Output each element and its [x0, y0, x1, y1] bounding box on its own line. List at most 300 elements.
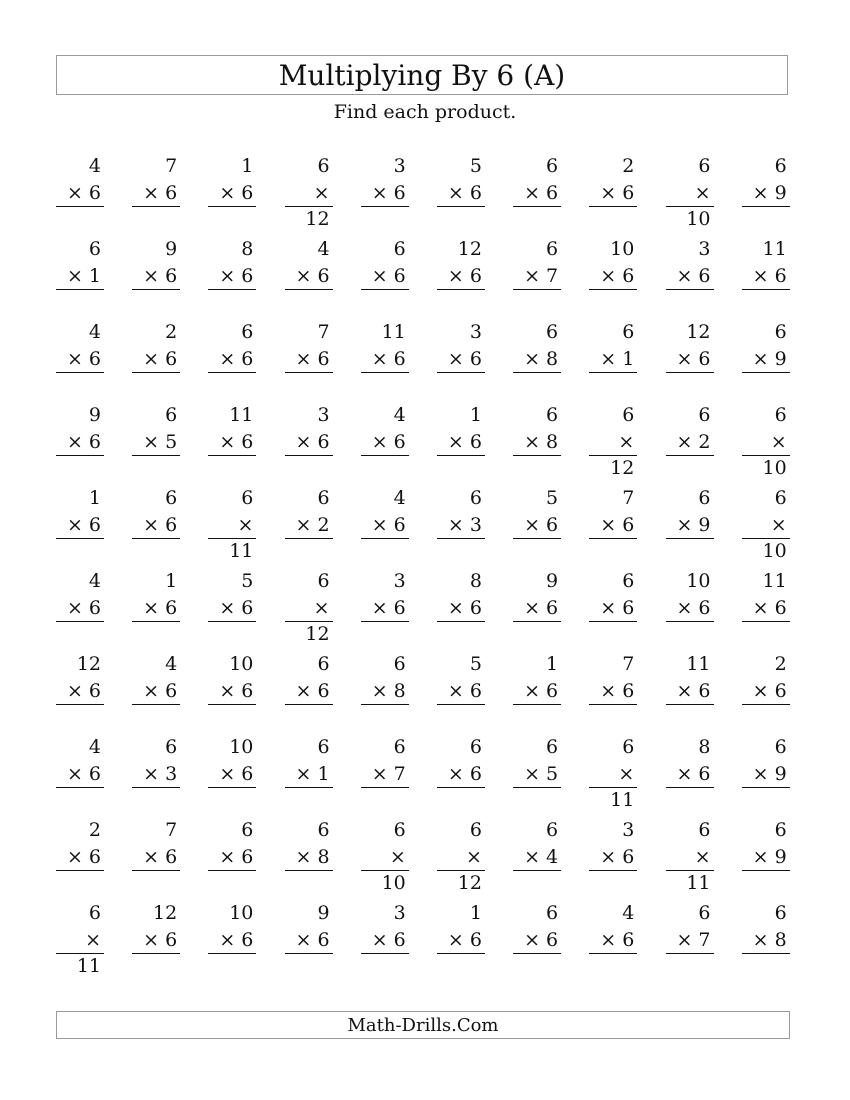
- multiplication-problem: [437, 152, 485, 210]
- problem-multiplier: × 8: [361, 678, 409, 705]
- multiplication-problem: [361, 650, 409, 708]
- problem-multiplier: × 11: [589, 761, 637, 788]
- multiplication-problem: [589, 152, 637, 210]
- problem-multiplicand: 6: [622, 404, 635, 426]
- problem-multiplicand: 11: [686, 653, 711, 675]
- multiplication-problem: [208, 733, 256, 791]
- problem-multiplier: × 8: [513, 429, 561, 456]
- problem-multiplier: × 9: [742, 761, 790, 788]
- problem-multiplier: × 6: [132, 844, 180, 871]
- multiplication-problem: [361, 567, 409, 625]
- multiplication-problem: [285, 650, 333, 708]
- multiplication-problem: [742, 235, 790, 293]
- problem-multiplier: × 6: [437, 429, 485, 456]
- problem-multiplier: × 6: [361, 595, 409, 622]
- problem-multiplier: × 11: [666, 844, 714, 871]
- problem-multiplier: × 12: [285, 595, 333, 622]
- problem-multiplier: × 1: [589, 346, 637, 373]
- problem-multiplicand: 1: [546, 653, 559, 675]
- problem-multiplier: × 6: [285, 927, 333, 954]
- problem-multiplicand: 6: [774, 819, 787, 841]
- problem-multiplicand: 7: [622, 653, 635, 675]
- problem-multiplier: × 6: [666, 678, 714, 705]
- multiplication-problem: [437, 318, 485, 376]
- multiplication-problem: [56, 152, 104, 210]
- problem-multiplier: × 6: [208, 346, 256, 373]
- problem-multiplicand: 10: [686, 570, 711, 592]
- problem-multiplicand: 11: [229, 404, 254, 426]
- problem-multiplier: × 6: [56, 346, 104, 373]
- problem-multiplier: × 6: [437, 346, 485, 373]
- problem-multiplier: × 6: [285, 263, 333, 290]
- footer-site-name: Math-Drills.Com: [56, 1011, 790, 1039]
- multiplication-problem: [666, 650, 714, 708]
- problem-multiplier: × 6: [666, 263, 714, 290]
- problem-multiplier: × 1: [56, 263, 104, 290]
- multiplication-problem: [437, 733, 485, 791]
- problem-multiplicand: 6: [698, 819, 711, 841]
- problem-multiplicand: 6: [546, 155, 559, 177]
- problem-multiplicand: 6: [622, 321, 635, 343]
- multiplication-problem: [513, 899, 561, 957]
- multiplication-problem: [285, 235, 333, 293]
- problem-multiplier: × 12: [437, 844, 485, 871]
- multiplication-problem: [361, 235, 409, 293]
- problem-multiplicand: 6: [88, 902, 101, 924]
- problem-multiplicand: 7: [317, 321, 330, 343]
- problem-multiplier: × 5: [132, 429, 180, 456]
- problem-multiplicand: 1: [241, 155, 254, 177]
- problem-multiplier: × 6: [513, 595, 561, 622]
- multiplication-problem: [361, 484, 409, 542]
- problem-multiplier: × 11: [56, 927, 104, 954]
- multiplication-problem: [742, 733, 790, 791]
- problem-multiplier: × 6: [208, 844, 256, 871]
- multiplication-problem: [513, 567, 561, 625]
- multiplication-problem: [666, 899, 714, 957]
- problem-multiplicand: 9: [317, 902, 330, 924]
- problem-multiplier: × 9: [742, 844, 790, 871]
- multiplication-problem: [56, 733, 104, 791]
- multiplication-problem: [56, 484, 104, 542]
- problem-multiplicand: 11: [381, 321, 406, 343]
- multiplication-problem: [361, 816, 409, 894]
- multiplication-problem: [742, 899, 790, 957]
- problem-multiplicand: 4: [165, 653, 178, 675]
- problem-multiplier: × 1: [285, 761, 333, 788]
- problem-multiplicand: 10: [229, 902, 254, 924]
- multiplication-problem: [56, 816, 104, 874]
- problem-multiplicand: 6: [774, 321, 787, 343]
- problem-multiplier: × 5: [513, 761, 561, 788]
- multiplication-problem: [285, 484, 333, 542]
- problem-multiplier: × 6: [285, 346, 333, 373]
- problem-multiplier: × 6: [666, 346, 714, 373]
- problem-multiplier: × 6: [513, 927, 561, 954]
- problem-multiplier: × 11: [208, 512, 256, 539]
- multiplication-problem: [285, 733, 333, 791]
- problem-multiplier: × 6: [666, 761, 714, 788]
- problem-multiplier: × 10: [742, 429, 790, 456]
- problem-multiplicand: 4: [317, 238, 330, 260]
- problem-multiplicand: 6: [241, 321, 254, 343]
- multiplication-problem: [666, 235, 714, 293]
- problem-multiplicand: 3: [393, 902, 406, 924]
- problem-multiplicand: 6: [317, 736, 330, 758]
- problem-multiplier: × 7: [361, 761, 409, 788]
- problem-multiplier: × 6: [132, 678, 180, 705]
- problem-multiplicand: 1: [165, 570, 178, 592]
- multiplication-problem: [208, 235, 256, 293]
- problem-multiplicand: 6: [698, 487, 711, 509]
- problem-multiplier: × 8: [742, 927, 790, 954]
- problem-multiplicand: 12: [76, 653, 101, 675]
- problem-multiplier: × 6: [589, 595, 637, 622]
- problem-multiplicand: 6: [393, 819, 406, 841]
- multiplication-problem: [56, 899, 104, 977]
- multiplication-problem: [361, 733, 409, 791]
- problem-multiplier: × 6: [361, 180, 409, 207]
- worksheet-title: Multiplying By 6 (A): [56, 55, 788, 95]
- problem-multiplicand: 6: [546, 902, 559, 924]
- problem-multiplier: × 6: [132, 927, 180, 954]
- multiplication-problem: [208, 816, 256, 874]
- problem-multiplier: × 6: [361, 346, 409, 373]
- multiplication-problem: [589, 567, 637, 625]
- problem-multiplicand: 6: [698, 155, 711, 177]
- multiplication-problem: [132, 401, 180, 459]
- multiplication-problem: [132, 318, 180, 376]
- problem-multiplicand: 4: [393, 487, 406, 509]
- problem-multiplier: × 6: [132, 595, 180, 622]
- problem-multiplicand: 6: [469, 487, 482, 509]
- multiplication-problem: [361, 899, 409, 957]
- problem-multiplicand: 6: [774, 736, 787, 758]
- problem-multiplicand: 12: [457, 238, 482, 260]
- problem-multiplicand: 6: [393, 238, 406, 260]
- problem-multiplicand: 6: [622, 570, 635, 592]
- problem-multiplier: × 9: [742, 346, 790, 373]
- problem-multiplicand: 1: [469, 404, 482, 426]
- problem-multiplicand: 9: [546, 570, 559, 592]
- problem-multiplier: × 6: [285, 429, 333, 456]
- multiplication-problem: [56, 650, 104, 708]
- problem-multiplier: × 6: [208, 263, 256, 290]
- multiplication-problem: [513, 816, 561, 874]
- problem-multiplicand: 6: [546, 736, 559, 758]
- multiplication-problem: [589, 318, 637, 376]
- problem-multiplicand: 3: [393, 570, 406, 592]
- multiplication-problem: [589, 235, 637, 293]
- multiplication-problem: [132, 650, 180, 708]
- problem-multiplier: × 9: [666, 512, 714, 539]
- multiplication-problem: [132, 733, 180, 791]
- problem-multiplicand: 6: [317, 487, 330, 509]
- problem-multiplier: × 6: [589, 180, 637, 207]
- problem-multiplier: × 10: [742, 512, 790, 539]
- problem-multiplier: × 6: [285, 678, 333, 705]
- multiplication-problem: [589, 899, 637, 957]
- multiplication-problem: [437, 650, 485, 708]
- problem-multiplier: × 6: [132, 263, 180, 290]
- problem-multiplier: × 6: [589, 678, 637, 705]
- multiplication-problem: [589, 401, 637, 479]
- multiplication-problem: [132, 899, 180, 957]
- problem-multiplicand: 9: [165, 238, 178, 260]
- problem-multiplicand: 6: [317, 155, 330, 177]
- multiplication-problem: [589, 816, 637, 874]
- multiplication-problem: [513, 152, 561, 210]
- problem-multiplicand: 8: [698, 736, 711, 758]
- multiplication-problem: [56, 567, 104, 625]
- problem-multiplier: × 6: [742, 263, 790, 290]
- multiplication-problem: [437, 816, 485, 894]
- problem-multiplier: × 6: [208, 761, 256, 788]
- multiplication-problem: [285, 899, 333, 957]
- problem-multiplicand: 10: [229, 653, 254, 675]
- problem-multiplier: × 7: [513, 263, 561, 290]
- worksheet-instruction: Find each product.: [333, 101, 517, 123]
- multiplication-problem: [132, 152, 180, 210]
- problem-multiplier: × 6: [56, 678, 104, 705]
- multiplication-problem: [132, 816, 180, 874]
- problem-multiplier: × 6: [361, 429, 409, 456]
- problem-multiplicand: 6: [165, 404, 178, 426]
- problem-multiplicand: 6: [774, 155, 787, 177]
- multiplication-problem: [513, 235, 561, 293]
- problem-multiplicand: 6: [698, 902, 711, 924]
- multiplication-problem: [56, 318, 104, 376]
- problem-multiplier: × 3: [437, 512, 485, 539]
- problem-multiplicand: 9: [88, 404, 101, 426]
- multiplication-problem: [742, 650, 790, 708]
- problem-multiplicand: 6: [317, 819, 330, 841]
- problem-multiplicand: 11: [762, 238, 787, 260]
- problem-multiplicand: 4: [622, 902, 635, 924]
- problem-multiplier: × 6: [361, 927, 409, 954]
- problem-multiplicand: 6: [241, 487, 254, 509]
- multiplication-problem: [666, 816, 714, 894]
- problem-multiplier: × 6: [361, 512, 409, 539]
- problem-multiplicand: 3: [698, 238, 711, 260]
- multiplication-problem: [589, 484, 637, 542]
- problem-multiplicand: 2: [774, 653, 787, 675]
- multiplication-problem: [208, 650, 256, 708]
- multiplication-problem: [666, 318, 714, 376]
- problem-multiplicand: 6: [774, 902, 787, 924]
- problem-multiplicand: 5: [241, 570, 254, 592]
- problem-multiplier: × 8: [513, 346, 561, 373]
- problem-multiplicand: 4: [393, 404, 406, 426]
- problem-multiplier: × 6: [742, 595, 790, 622]
- problem-multiplicand: 6: [469, 736, 482, 758]
- problem-multiplicand: 12: [686, 321, 711, 343]
- multiplication-problem: [742, 318, 790, 376]
- problem-multiplier: × 6: [437, 595, 485, 622]
- problem-multiplicand: 6: [546, 238, 559, 260]
- problem-multiplier: × 9: [742, 180, 790, 207]
- multiplication-problem: [666, 401, 714, 459]
- problem-multiplicand: 7: [165, 155, 178, 177]
- problem-multiplier: × 6: [437, 678, 485, 705]
- problem-multiplicand: 3: [622, 819, 635, 841]
- multiplication-problem: [742, 484, 790, 562]
- multiplication-problem: [361, 318, 409, 376]
- multiplication-problem: [285, 401, 333, 459]
- multiplication-problem: [666, 484, 714, 542]
- multiplication-problem: [513, 650, 561, 708]
- multiplication-problem: [208, 567, 256, 625]
- multiplication-problem: [132, 567, 180, 625]
- multiplication-problem: [208, 318, 256, 376]
- problem-multiplier: × 7: [666, 927, 714, 954]
- problem-multiplicand: 6: [774, 487, 787, 509]
- problem-multiplicand: 4: [88, 155, 101, 177]
- problem-multiplicand: 6: [546, 321, 559, 343]
- problem-multiplier: × 6: [208, 678, 256, 705]
- multiplication-problem: [513, 318, 561, 376]
- multiplication-problem: [437, 484, 485, 542]
- problem-multiplicand: 5: [469, 155, 482, 177]
- problem-multiplier: × 6: [56, 180, 104, 207]
- problem-multiplier: × 6: [56, 595, 104, 622]
- multiplication-problem: [132, 484, 180, 542]
- problem-multiplicand: 11: [762, 570, 787, 592]
- problem-multiplier: × 6: [208, 595, 256, 622]
- problem-multiplicand: 6: [317, 570, 330, 592]
- multiplication-problem: [666, 733, 714, 791]
- multiplication-problem: [513, 484, 561, 542]
- problem-multiplicand: 4: [88, 570, 101, 592]
- problem-multiplicand: 10: [229, 736, 254, 758]
- problem-multiplicand: 6: [393, 653, 406, 675]
- problem-multiplicand: 6: [774, 404, 787, 426]
- problem-multiplicand: 3: [317, 404, 330, 426]
- problem-multiplicand: 6: [88, 238, 101, 260]
- multiplication-problem: [513, 733, 561, 791]
- multiplication-problem: [285, 318, 333, 376]
- problem-multiplier: × 6: [589, 512, 637, 539]
- problem-multiplicand: 10: [610, 238, 635, 260]
- problem-multiplier: × 4: [513, 844, 561, 871]
- problem-multiplier: × 6: [132, 512, 180, 539]
- problem-multiplicand: 3: [393, 155, 406, 177]
- problem-multiplicand: 8: [241, 238, 254, 260]
- problem-multiplier: × 6: [437, 761, 485, 788]
- problem-multiplier: × 2: [285, 512, 333, 539]
- multiplication-problem: [513, 401, 561, 459]
- multiplication-problem: [361, 152, 409, 210]
- problem-multiplier: × 12: [589, 429, 637, 456]
- problem-multiplicand: 6: [165, 736, 178, 758]
- problem-multiplier: × 6: [437, 263, 485, 290]
- multiplication-problem: [132, 235, 180, 293]
- problem-multiplicand: 6: [546, 404, 559, 426]
- problem-multiplicand: 6: [622, 736, 635, 758]
- multiplication-problem: [589, 733, 637, 811]
- multiplication-problem: [208, 899, 256, 957]
- problem-multiplier: × 6: [56, 429, 104, 456]
- problem-multiplier: × 6: [742, 678, 790, 705]
- problem-multiplier: × 6: [56, 844, 104, 871]
- problem-multiplier: × 6: [208, 180, 256, 207]
- multiplication-problem: [437, 401, 485, 459]
- problem-multiplicand: 6: [165, 487, 178, 509]
- problem-multiplicand: 12: [153, 902, 178, 924]
- problem-multiplicand: 1: [88, 487, 101, 509]
- problem-multiplier: × 6: [437, 180, 485, 207]
- multiplication-problem: [437, 235, 485, 293]
- problem-multiplicand: 1: [469, 902, 482, 924]
- problem-multiplicand: 6: [393, 736, 406, 758]
- problem-multiplicand: 6: [546, 819, 559, 841]
- problem-multiplier: × 6: [589, 927, 637, 954]
- problem-multiplicand: 5: [546, 487, 559, 509]
- multiplication-problem: [361, 401, 409, 459]
- problem-multiplicand: 4: [88, 736, 101, 758]
- multiplication-problem: [742, 816, 790, 874]
- multiplication-problem: [437, 899, 485, 957]
- problem-multiplicand: 7: [165, 819, 178, 841]
- multiplication-problem: [56, 401, 104, 459]
- multiplication-problem: [666, 567, 714, 625]
- problem-multiplier: × 6: [56, 512, 104, 539]
- problem-grid: [56, 152, 790, 977]
- problem-multiplicand: 2: [622, 155, 635, 177]
- multiplication-problem: [208, 401, 256, 459]
- problem-multiplicand: 2: [165, 321, 178, 343]
- problem-multiplier: × 6: [513, 678, 561, 705]
- problem-multiplicand: 7: [622, 487, 635, 509]
- multiplication-problem: [285, 567, 333, 645]
- problem-multiplier: × 10: [666, 180, 714, 207]
- problem-multiplier: × 6: [589, 844, 637, 871]
- problem-multiplier: × 6: [361, 263, 409, 290]
- problem-multiplier: × 6: [513, 180, 561, 207]
- multiplication-problem: [666, 152, 714, 230]
- problem-multiplicand: 6: [698, 404, 711, 426]
- multiplication-problem: [742, 401, 790, 479]
- multiplication-problem: [589, 650, 637, 708]
- problem-multiplicand: 4: [88, 321, 101, 343]
- problem-multiplier: × 2: [666, 429, 714, 456]
- multiplication-problem: [56, 235, 104, 293]
- problem-multiplier: × 6: [437, 927, 485, 954]
- multiplication-problem: [208, 484, 256, 562]
- problem-multiplicand: 2: [88, 819, 101, 841]
- problem-multiplier: × 6: [132, 346, 180, 373]
- multiplication-problem: [285, 152, 333, 230]
- problem-multiplier: × 8: [285, 844, 333, 871]
- problem-multiplier: × 10: [361, 844, 409, 871]
- problem-multiplicand: 6: [241, 819, 254, 841]
- problem-multiplier: × 6: [666, 595, 714, 622]
- problem-multiplicand: 6: [469, 819, 482, 841]
- problem-multiplier: × 12: [285, 180, 333, 207]
- problem-multiplier: × 6: [589, 263, 637, 290]
- problem-multiplier: × 6: [132, 180, 180, 207]
- multiplication-problem: [437, 567, 485, 625]
- problem-multiplicand: 3: [469, 321, 482, 343]
- problem-multiplicand: 6: [317, 653, 330, 675]
- problem-multiplier: × 6: [513, 512, 561, 539]
- multiplication-problem: [208, 152, 256, 210]
- problem-multiplier: × 6: [208, 429, 256, 456]
- problem-multiplier: × 6: [56, 761, 104, 788]
- problem-multiplier: × 6: [208, 927, 256, 954]
- problem-multiplicand: 5: [469, 653, 482, 675]
- multiplication-problem: [285, 816, 333, 874]
